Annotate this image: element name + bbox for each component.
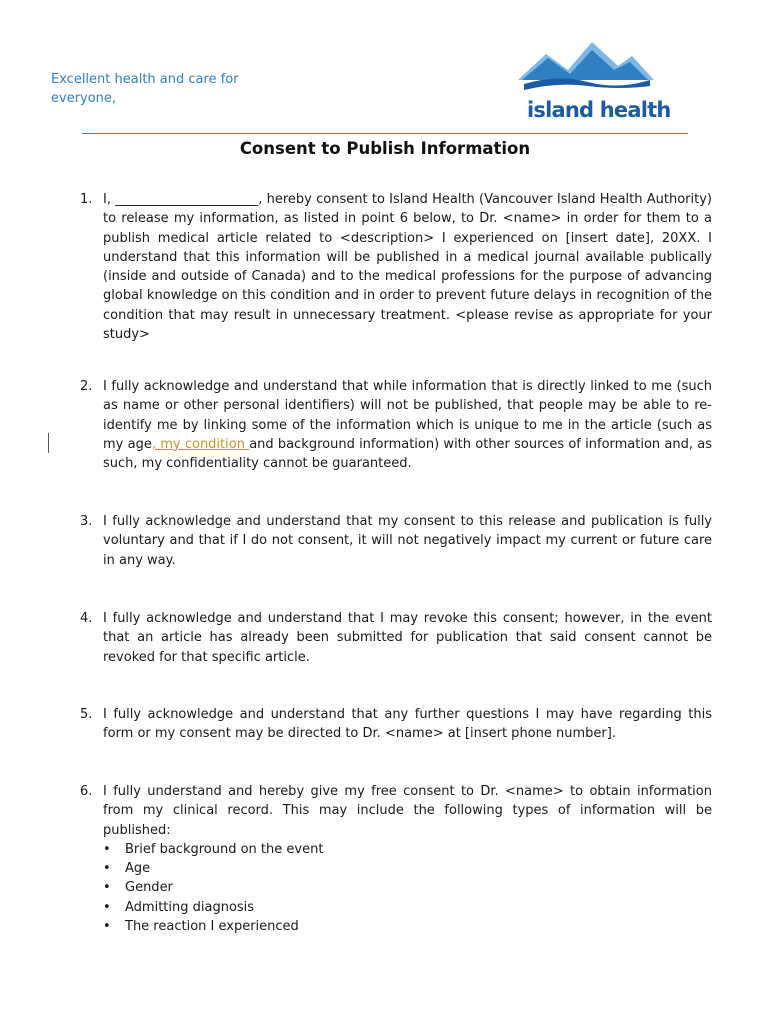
item-text-part: I fully acknowledge and understand that while information that is directly linked to me (such as name or other personal identifiers) will not be published, that people may be able to re-identify me by linking some of the information which is unique to me in the article (such as my age [103,379,712,452]
item-number: 1. [80,192,93,207]
consent-item-3 [80,512,712,570]
item-number: 3. [80,514,93,529]
consent-item-2 [80,377,712,473]
list-item [103,898,712,917]
list-item-text: The reaction I experienced [125,919,299,935]
revision-change-bar [48,433,49,453]
mountains-logo-icon [518,40,658,100]
item-text: I fully understand and hereby give my free consent to Dr. <name> to obtain information from my clinical record. This may include the following types of information will be published: [103,784,712,838]
list-item [103,859,712,878]
list-item-text: Age [125,861,151,877]
item-text [103,377,712,473]
page-title: Consent to Publish Information [239,139,531,158]
header-tagline: Excellent health and care for everyone, [51,72,239,106]
item-number: 4. [80,611,93,626]
consent-item-4 [80,609,712,667]
island-health-logo [518,40,671,126]
list-item-text: Admitting diagnosis [125,899,255,915]
consent-item-1 [80,190,712,344]
bullet-icon: • [103,919,111,935]
item-number: 6. [80,784,93,799]
list-item [103,840,712,859]
item-text-part: and background information) with other sources of information and, as such, my confidentiality cannot be guaranteed. [103,436,713,472]
item-body [103,782,712,936]
list-item-text: Gender [125,880,173,896]
bullet-icon: • [103,841,111,857]
consent-item-5 [80,705,712,744]
tracked-change-insert[interactable]: , my condition [151,436,250,452]
logo-wordmark: island health [527,98,671,122]
item-text: I fully acknowledge and understand that my consent to this release and publication is fully voluntary and that if I do not consent, it will not negatively impact my current or future care in any way. [103,514,712,568]
header-divider [82,133,688,134]
item-text: I fully acknowledge and understand that any further questions I may have regarding this form or my consent may be directed to Dr. <name> at [insert phone number]. [103,707,712,742]
item-text: I, ______________________, hereby consent to Island Health (Vancouver Island Health Authority) to release my information, as listed in point 6 below, to Dr. <name> in order for them to a publish medical article related to <description> I experienced on [insert date], 20XX. I understand that this information will be published in a medical journal available publically (inside and outside of Canada) and to the medical professions for the purpose of advancing global knowledge on this condition and in order to prevent future delays in recognition of the condition that may result in unnecessary treatment. <please revise as appropriate for your study> [103,192,712,343]
bullet-icon: • [103,899,111,915]
bullet-icon: • [103,880,111,896]
list-item [103,878,712,897]
info-type-list [103,840,712,936]
list-item [103,917,712,936]
item-number: 5. [80,707,93,722]
bullet-icon: • [103,861,111,877]
consent-item-6 [80,782,712,936]
item-number: 2. [80,379,93,394]
list-item-text: Brief background on the event [125,841,324,857]
item-text: I fully acknowledge and understand that I may revoke this consent; however, in the event that an article has already been submitted for publication that said consent cannot be revoked for that specific article. [103,611,712,665]
